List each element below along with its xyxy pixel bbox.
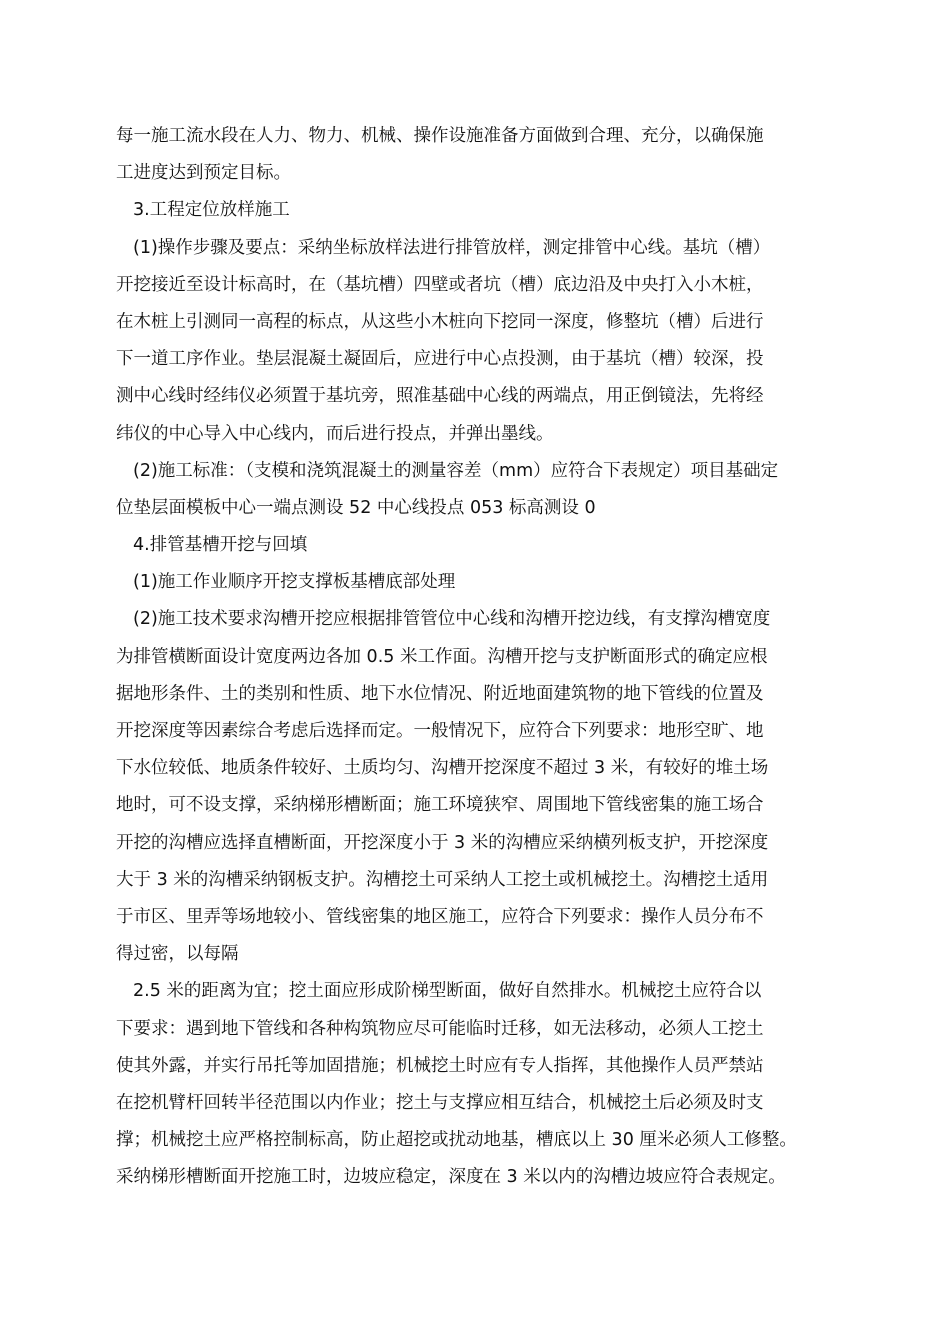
text-line: 下要求：遇到地下管线和各种构筑物应尽可能临时迁移，如无法移动，必须人工挖土 bbox=[116, 1018, 764, 1039]
text-line: 为排管横断面设计宽度两边各加 0.5 米工作面。沟槽开挖与支护断面形式的确定应根 bbox=[116, 646, 768, 667]
text-line: 开挖深度等因素综合考虑后选择而定。一般情况下，应符合下列要求：地形空旷、地 bbox=[116, 721, 764, 741]
text-line: 2.5 米的距离为宜；挖土面应形成阶梯型断面，做好自然排水。机械挖土应符合以 bbox=[133, 981, 762, 1002]
text-line: 使其外露，并实行吊托等加固措施；机械挖土时应有专人指挥，其他操作人员严禁站 bbox=[116, 1055, 764, 1076]
document-body bbox=[116, 118, 846, 1196]
text-line: 工进度达到预定目标。 bbox=[116, 163, 291, 184]
text-line: 得过密，以每隔 bbox=[116, 944, 239, 965]
text-line: (2)施工技术要求沟槽开挖应根据排管管位中心线和沟槽开挖边线，有支撑沟槽宽度 bbox=[133, 609, 771, 630]
text-line: 在挖机臂杆回转半径范围以内作业；挖土与支撑应相互结合，机械挖土后必须及时支 bbox=[116, 1092, 764, 1113]
text-line: 开挖的沟槽应选择直槽断面，开挖深度小于 3 米的沟槽应采纳横列板支护，开挖深度 bbox=[116, 832, 769, 853]
text-line: 每一施工流水段在人力、物力、机械、操作设施准备方面做到合理、充分，以确保施 bbox=[116, 126, 764, 146]
text-line: (2)施工标准：（支模和浇筑混凝土的测量容差（mm）应符合下表规定）项目基础定 bbox=[133, 460, 779, 481]
text-line: 纬仪的中心导入中心线内，而后进行投点，并弹出墨线。 bbox=[116, 423, 554, 444]
text-line: (1)施工作业顺序开挖支撑板基槽底部处理 bbox=[133, 572, 456, 593]
text-line: 下一道工序作业。垫层混凝土凝固后，应进行中心点投测，由于基坑（槽）较深，投 bbox=[116, 349, 764, 370]
text-line: 地时，可不设支撑，采纳梯形槽断面；施工环境狭窄、周围地下管线密集的施工场合 bbox=[116, 795, 764, 816]
text-line: 采纳梯形槽断面开挖施工时，边坡应稳定，深度在 3 米以内的沟槽边坡应符合表规定。 bbox=[116, 1167, 786, 1188]
text-line: 位垫层面模板中心一端点测设 52 中心线投点 053 标高测设 0 bbox=[116, 497, 596, 518]
text-line: 开挖接近至设计标高时，在（基坑槽）四壁或者坑（槽）底边沿及中央打入小木桩， bbox=[116, 274, 764, 295]
text-line: 大于 3 米的沟槽采纳钢板支护。沟槽挖土可采纳人工挖土或机械挖土。沟槽挖土适用 bbox=[116, 869, 769, 890]
text-line: 4.排管基槽开挖与回填 bbox=[133, 535, 308, 556]
text-line: 据地形条件、土的类别和性质、地下水位情况、附近地面建筑物的地下管线的位置及 bbox=[116, 683, 764, 704]
text-line: 撑；机械挖土应严格控制标高，防止超挖或扰动地基，槽底以上 30 厘米必须人工修整。 bbox=[116, 1130, 797, 1151]
text-line: (1)操作步骤及要点：采纳坐标放样法进行排管放样，测定排管中心线。基坑（槽） bbox=[133, 237, 771, 258]
text-line: 在木桩上引测同一高程的标点，从这些小木桩向下挖同一深度，修整坑（槽）后进行 bbox=[116, 311, 764, 332]
text-line: 测中心线时经纬仪必须置于基坑旁，照准基础中心线的两端点，用正倒镜法，先将经 bbox=[116, 386, 764, 407]
text-line: 下水位较低、地质条件较好、土质均匀、沟槽开挖深度不超过 3 米，有较好的堆土场 bbox=[116, 758, 769, 779]
text-line: 3.工程定位放样施工 bbox=[133, 200, 290, 221]
text-line: 于市区、里弄等场地较小、管线密集的地区施工，应符合下列要求：操作人员分布不 bbox=[116, 906, 764, 927]
